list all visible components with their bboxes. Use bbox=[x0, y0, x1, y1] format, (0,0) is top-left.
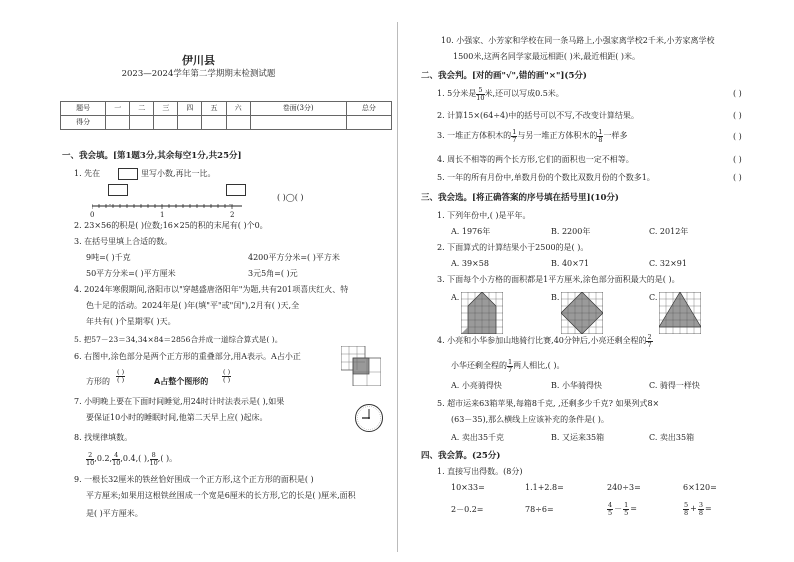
calc-item-fraction-sub[interactable] bbox=[607, 500, 637, 518]
judge-item-2: 2. 计算15×(64÷4)中的括号可以不写,不改变计算结果。 bbox=[437, 111, 639, 120]
q3-item: 3元5角=( )元 bbox=[248, 269, 298, 278]
score-header-cell: 总分 bbox=[346, 102, 391, 116]
judge-text: 3. 一堆正方体积木的 bbox=[437, 131, 512, 140]
choice-text: 4. 小亮和小华参加山地骑行比赛,40分钟后,小亮还剩全程的 bbox=[437, 336, 647, 345]
section-4-title: 四、我会算。(25分) bbox=[421, 451, 501, 461]
q4-line2: 色十足的活动。2024年是( )年(填"平"或"闰"),2月有( )天,全 bbox=[86, 301, 300, 310]
calc-item[interactable]: 78÷6= bbox=[525, 505, 554, 514]
ruler-answer-box[interactable] bbox=[108, 184, 128, 196]
equals-sign: = bbox=[630, 504, 637, 513]
judge-answer[interactable]: ( ) bbox=[733, 111, 742, 120]
choice-fraction: $\frac{1}{7}$ bbox=[508, 357, 513, 374]
section-3-title: 三、我会选。[将正确答案的序号填在括号里](10分) bbox=[421, 193, 619, 203]
choice-1: 1. 下列年份中,( )是平年。 bbox=[437, 211, 531, 220]
score-header-cell: 题号 bbox=[61, 102, 106, 116]
calc-item[interactable]: 1.1+2.8= bbox=[525, 483, 564, 492]
score-table bbox=[60, 101, 392, 130]
calc-title: 1. 直接写出得数。(8分) bbox=[437, 467, 523, 476]
q1-text-a: 1. 先在 bbox=[74, 169, 101, 178]
grid-figure-b bbox=[561, 292, 603, 334]
judge-answer[interactable]: ( ) bbox=[733, 89, 742, 98]
calc-fraction: $\frac{1}{5}$ bbox=[624, 500, 629, 517]
q1-text-b: 里写小数,再比一比。 bbox=[141, 169, 216, 178]
score-row-label: 得分 bbox=[61, 116, 106, 130]
minus-sign: － bbox=[614, 504, 623, 513]
q1-answer-box[interactable] bbox=[118, 168, 138, 180]
q8-text: 8. 找规律填数。 bbox=[74, 433, 133, 442]
choice-5-line2: (63－35),那么横线上应该补充的条件是( )。 bbox=[451, 415, 609, 424]
choice-4-line1 bbox=[437, 332, 653, 350]
q6-line2b: A占整个图形的 bbox=[154, 377, 209, 386]
score-cell[interactable] bbox=[178, 116, 202, 130]
q7-line1: 7. 小明晚上要在下面时间睡觉,用24时计时法表示是( ),如果 bbox=[74, 397, 285, 406]
score-cell[interactable] bbox=[202, 116, 226, 130]
choice-2: 2. 下面算式的计算结果小于2500的是( )。 bbox=[437, 243, 589, 252]
choice-option[interactable]: B. 小华骑得快 bbox=[551, 381, 602, 390]
score-header-cell: 四 bbox=[178, 102, 202, 116]
ruler-answer-box[interactable] bbox=[226, 184, 246, 196]
plus-sign: + bbox=[690, 504, 697, 513]
choice-option[interactable]: C. bbox=[649, 293, 658, 302]
seq-text: ,( )。 bbox=[157, 454, 178, 463]
q1-compare[interactable]: ( )◯( ) bbox=[277, 193, 304, 202]
calc-item[interactable]: 6×120= bbox=[683, 483, 717, 492]
q4-line3: 年共有( )个星期零( )天。 bbox=[86, 317, 176, 326]
calc-item[interactable]: 2－0.2= bbox=[451, 505, 484, 514]
calc-item[interactable]: 10×33= bbox=[451, 483, 485, 492]
judge-item-5: 5. 一年的所有月份中,单数月份的个数比双数月份的个数多1。 bbox=[437, 173, 655, 182]
ruler-label-0: 0 bbox=[90, 211, 95, 219]
judge-answer[interactable]: ( ) bbox=[733, 155, 742, 164]
choice-fraction: $\frac{2}{7}$ bbox=[647, 332, 652, 349]
judge-answer[interactable]: ( ) bbox=[733, 132, 742, 141]
choice-option[interactable]: A. bbox=[451, 293, 460, 302]
choice-option[interactable]: A. 1976年 bbox=[451, 227, 491, 236]
q8-sequence bbox=[86, 450, 177, 468]
choice-3: 3. 下面每个小方格的面积都是1平方厘米,涂色部分面积最大的是( )。 bbox=[437, 275, 680, 284]
choice-option[interactable]: B. 又运来35箱 bbox=[551, 433, 605, 442]
score-cell[interactable] bbox=[346, 116, 391, 130]
judge-item-3 bbox=[437, 127, 627, 145]
seq-fraction: $\frac{2}{10}$ bbox=[86, 450, 95, 467]
q5-text: 5. 把57－23＝34,34×84＝2856合并成一道综合算式是( )。 bbox=[74, 335, 283, 344]
choice-option[interactable]: B. bbox=[551, 293, 560, 302]
grid-figure-a bbox=[461, 292, 503, 334]
section-2-title: 二、我会判。[对的画"√",错的画"×"](5分) bbox=[421, 71, 587, 81]
judge-item-1 bbox=[437, 85, 564, 103]
overlap-squares-figure bbox=[341, 346, 381, 386]
choice-text: 两人相比,( )。 bbox=[513, 361, 565, 370]
calc-fraction: $\frac{3}{8}$ bbox=[698, 500, 703, 517]
q9-line1: 9. 一根长32厘米的铁丝恰好围成一个正方形,这个正方形的面积是( ) bbox=[74, 475, 314, 484]
score-cell[interactable] bbox=[106, 116, 130, 130]
q3-item: 4200平方分米=( )平方米 bbox=[248, 253, 340, 262]
calc-fraction: $\frac{5}{8}$ bbox=[684, 500, 689, 517]
choice-option[interactable]: B. 2200年 bbox=[551, 227, 591, 236]
section-1-title: 一、我会填。[第1题3分,其余每空1分,共25分] bbox=[62, 151, 242, 161]
q3-item: 50平方分米=( )平方厘米 bbox=[86, 269, 176, 278]
choice-option[interactable]: C. 32×91 bbox=[649, 259, 687, 268]
ruler-label-2: 2 bbox=[230, 211, 235, 219]
choice-option[interactable]: A. 小亮骑得快 bbox=[451, 381, 502, 390]
choice-option[interactable]: C. 骑得一样快 bbox=[649, 381, 700, 390]
score-cell[interactable] bbox=[250, 116, 346, 130]
q6-line2a: 方形的 bbox=[86, 377, 110, 386]
q6-blank-fraction[interactable]: ( ) ( ) bbox=[223, 368, 231, 384]
q3-item: 9吨=( )千克 bbox=[86, 253, 131, 262]
judge-answer[interactable]: ( ) bbox=[733, 173, 742, 182]
choice-option[interactable]: C. 2012年 bbox=[649, 227, 689, 236]
judge-text: 一样多 bbox=[603, 131, 628, 140]
judge-text: 米,还可以写成0.5米。 bbox=[484, 89, 564, 98]
judge-fraction: $\frac{5}{10}$ bbox=[476, 85, 485, 102]
q6-blank-fraction[interactable]: ( ) ( ) bbox=[117, 368, 125, 384]
q6-line1: 6. 右图中,涂色部分是两个正方形的重叠部分,用A表示。A占小正 bbox=[74, 352, 301, 361]
grid-figure-c bbox=[659, 292, 701, 334]
judge-item-4: 4. 周长不相等的两个长方形,它们的面积也一定不相等。 bbox=[437, 155, 634, 164]
score-header-cell: 二 bbox=[130, 102, 154, 116]
exam-title: 2023—2024学年第二学期期末检测试题 bbox=[121, 69, 276, 79]
score-cell[interactable] bbox=[130, 116, 154, 130]
county-title: 伊川县 bbox=[182, 54, 215, 67]
calc-item[interactable]: 240÷3= bbox=[607, 483, 641, 492]
seq-fraction: $\frac{4}{10}$ bbox=[112, 450, 121, 467]
judge-text: 1. 5分米是 bbox=[437, 89, 477, 98]
q10-line1: 10. 小强家、小芳家和学校在同一条马路上,小强家离学校2千米,小芳家离学校 bbox=[441, 36, 715, 45]
choice-4-line2 bbox=[451, 357, 564, 375]
score-cell[interactable] bbox=[154, 116, 178, 130]
seq-text: ,0.2, bbox=[94, 454, 113, 463]
q9-line2: 平方厘米;如果用这根铁丝围成一个宽是6厘米的长方形,它的长是( )厘米,面积 bbox=[86, 491, 356, 500]
seq-fraction: $\frac{8}{10}$ bbox=[149, 450, 158, 467]
equals-sign: = bbox=[704, 504, 712, 513]
q10-line2: 1500米,这两名同学家最远相距( )米,最近相距( )米。 bbox=[453, 52, 641, 61]
score-cell[interactable] bbox=[226, 116, 250, 130]
q7-line2: 要保证10小时的睡眠时间,他第二天早上应( )起床。 bbox=[86, 413, 268, 422]
score-header-cell: 六 bbox=[226, 102, 250, 116]
score-header-cell: 五 bbox=[202, 102, 226, 116]
judge-fraction: $\frac{1}{7}$ bbox=[512, 127, 517, 144]
q4-line1: 4. 2024年寒假期间,洛阳市以"穿越盛唐洛阳年"为题,共有201项喜庆红火、特 bbox=[74, 285, 349, 294]
score-header-cell: 卷面(3分) bbox=[250, 102, 346, 116]
score-header-cell: 三 bbox=[154, 102, 178, 116]
seq-text: ,0.4,( ), bbox=[120, 454, 150, 463]
choice-option[interactable]: B. 40×71 bbox=[551, 259, 590, 268]
q9-line3: 是( )平方厘米。 bbox=[86, 509, 143, 518]
choice-text: 小华还剩全程的 bbox=[451, 361, 507, 370]
judge-text: 与另一堆正方体积木的 bbox=[517, 131, 598, 140]
choice-option[interactable]: A. 39×58 bbox=[451, 259, 489, 268]
choice-5-line1: 5. 超市运来63箱苹果,每箱8千克, ,还剩多少千克? 如果列式8× bbox=[437, 399, 660, 408]
judge-fraction: $\frac{1}{8}$ bbox=[598, 127, 603, 144]
right-column bbox=[397, 0, 794, 562]
ruler-label-1: 1 bbox=[160, 211, 165, 219]
calc-item-fraction-add[interactable] bbox=[683, 500, 712, 518]
choice-option[interactable]: C. 卖出35箱 bbox=[649, 433, 695, 442]
score-header-cell: 一 bbox=[106, 102, 130, 116]
choice-option[interactable]: A. 卖出35千克 bbox=[451, 433, 505, 442]
q2-text: 2. 23×56的积是( )位数;16×25的积的末尾有( )个0。 bbox=[74, 221, 268, 230]
calc-fraction: $\frac{4}{5}$ bbox=[608, 500, 613, 517]
q3-text: 3. 在括号里填上合适的数。 bbox=[74, 237, 173, 246]
clock-icon bbox=[354, 403, 384, 433]
